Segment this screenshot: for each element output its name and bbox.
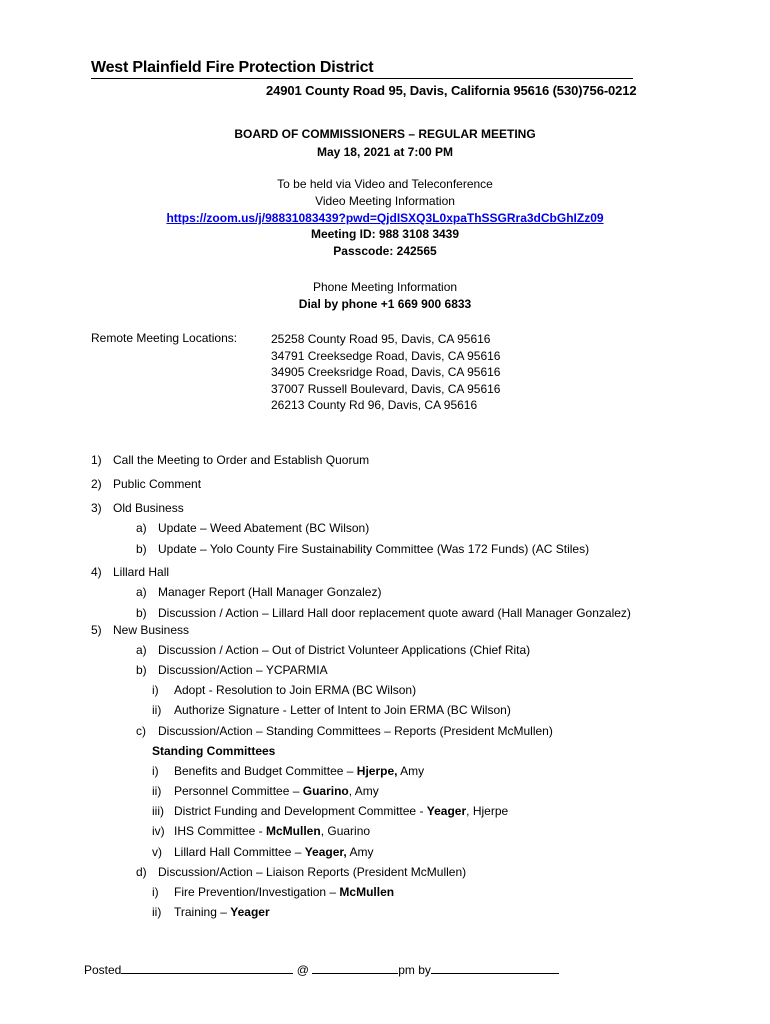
dial-in-number: Dial by phone +1 669 900 6833 bbox=[298, 297, 472, 311]
agenda-item: 4) Lillard Hall bbox=[91, 565, 170, 579]
posted-footer bbox=[84, 962, 559, 977]
location-item: 34791 Creeksedge Road, Davis, CA 95616 bbox=[271, 348, 501, 363]
agenda-subitem: d) Discussion/Action – Liaison Reports (President McMullen) bbox=[136, 865, 467, 879]
location-item: 34905 Creeksridge Road, Davis, CA 95616 bbox=[271, 365, 501, 380]
committee-item: v) Lillard Hall Committee – Yeager, Amy bbox=[152, 845, 374, 859]
passcode: Passcode: 242565 bbox=[333, 244, 437, 258]
posted-date-blank bbox=[121, 962, 293, 974]
meeting-datetime: May 18, 2021 at 7:00 PM bbox=[316, 145, 454, 159]
agenda-subsubitem: i) Adopt - Resolution to Join ERMA (BC Wilson) bbox=[152, 683, 417, 697]
agenda-subsubitem: ii) Authorize Signature - Letter of Intent to Join ERMA (BC Wilson) bbox=[152, 703, 511, 717]
org-name: West Plainfield Fire Protection District bbox=[91, 59, 633, 79]
remote-locations-label: Remote Meeting Locations: bbox=[91, 331, 238, 345]
agenda-item: 2) Public Comment bbox=[91, 477, 202, 491]
posted-by-blank bbox=[431, 962, 559, 974]
committee-item: ii) Personnel Committee – Guarino, Amy bbox=[152, 784, 379, 798]
meeting-id: Meeting ID: 988 3108 3439 bbox=[310, 227, 460, 241]
held-via-text: To be held via Video and Teleconference bbox=[277, 177, 493, 191]
agenda-item: 3) Old Business bbox=[91, 501, 184, 515]
meeting-title: BOARD OF COMMISSIONERS – REGULAR MEETING bbox=[234, 127, 536, 141]
committee-item: i) Benefits and Budget Committee – Hjerpe, Amy bbox=[152, 764, 425, 778]
pm-by-label: pm by bbox=[398, 963, 431, 977]
location-item: 37007 Russell Boulevard, Davis, CA 95616 bbox=[271, 381, 501, 396]
org-address: 24901 County Road 95, Davis, California 95616 (530)756-0212 bbox=[266, 83, 637, 98]
agenda-subitem: b) Discussion/Action – YCPARMIA bbox=[136, 663, 328, 677]
agenda-item: 5) New Business bbox=[91, 623, 190, 637]
committee-item: iii) District Funding and Development Committee - Yeager, Hjerpe bbox=[152, 804, 509, 818]
at-label: @ bbox=[296, 963, 309, 977]
committee-item: iv) IHS Committee - McMullen, Guarino bbox=[152, 824, 371, 838]
agenda-subitem: c) Discussion/Action – Standing Committees – Reports (President McMullen) bbox=[136, 724, 553, 738]
agenda-item: 1) Call the Meeting to Order and Establish Quorum bbox=[91, 453, 370, 467]
liaison-item: ii) Training – Yeager bbox=[152, 905, 270, 919]
posted-time-blank bbox=[312, 962, 398, 974]
agenda-subitem: b) Discussion / Action – Lillard Hall door replacement quote award (Hall Manager Gonzalez) bbox=[136, 606, 631, 620]
location-item: 25258 County Road 95, Davis, CA 95616 bbox=[271, 332, 491, 346]
agenda-subitem: a) Discussion / Action – Out of District Volunteer Applications (Chief Rita) bbox=[136, 643, 531, 657]
standing-committees-heading: Standing Committees bbox=[152, 744, 276, 758]
agenda-subitem: a) Update – Weed Abatement (BC Wilson) bbox=[136, 521, 370, 535]
posted-label: Posted bbox=[84, 963, 122, 977]
video-info-text: Video Meeting Information bbox=[315, 194, 455, 208]
remote-locations-list bbox=[271, 331, 500, 414]
location-item: 26213 County Rd 96, Davis, CA 95616 bbox=[271, 398, 478, 413]
zoom-link[interactable]: https://zoom.us/j/98831083439?pwd=QjdISXQ3L0xpaThSSGRra3dCbGhIZz09 bbox=[166, 211, 604, 225]
agenda-subitem: b) Update – Yolo County Fire Sustainability Committee (Was 172 Funds) (AC Stiles) bbox=[136, 542, 590, 556]
agenda-subitem: a) Manager Report (Hall Manager Gonzalez) bbox=[136, 585, 382, 599]
phone-info-text: Phone Meeting Information bbox=[312, 280, 458, 294]
liaison-item: i) Fire Prevention/Investigation – McMullen bbox=[152, 885, 395, 899]
